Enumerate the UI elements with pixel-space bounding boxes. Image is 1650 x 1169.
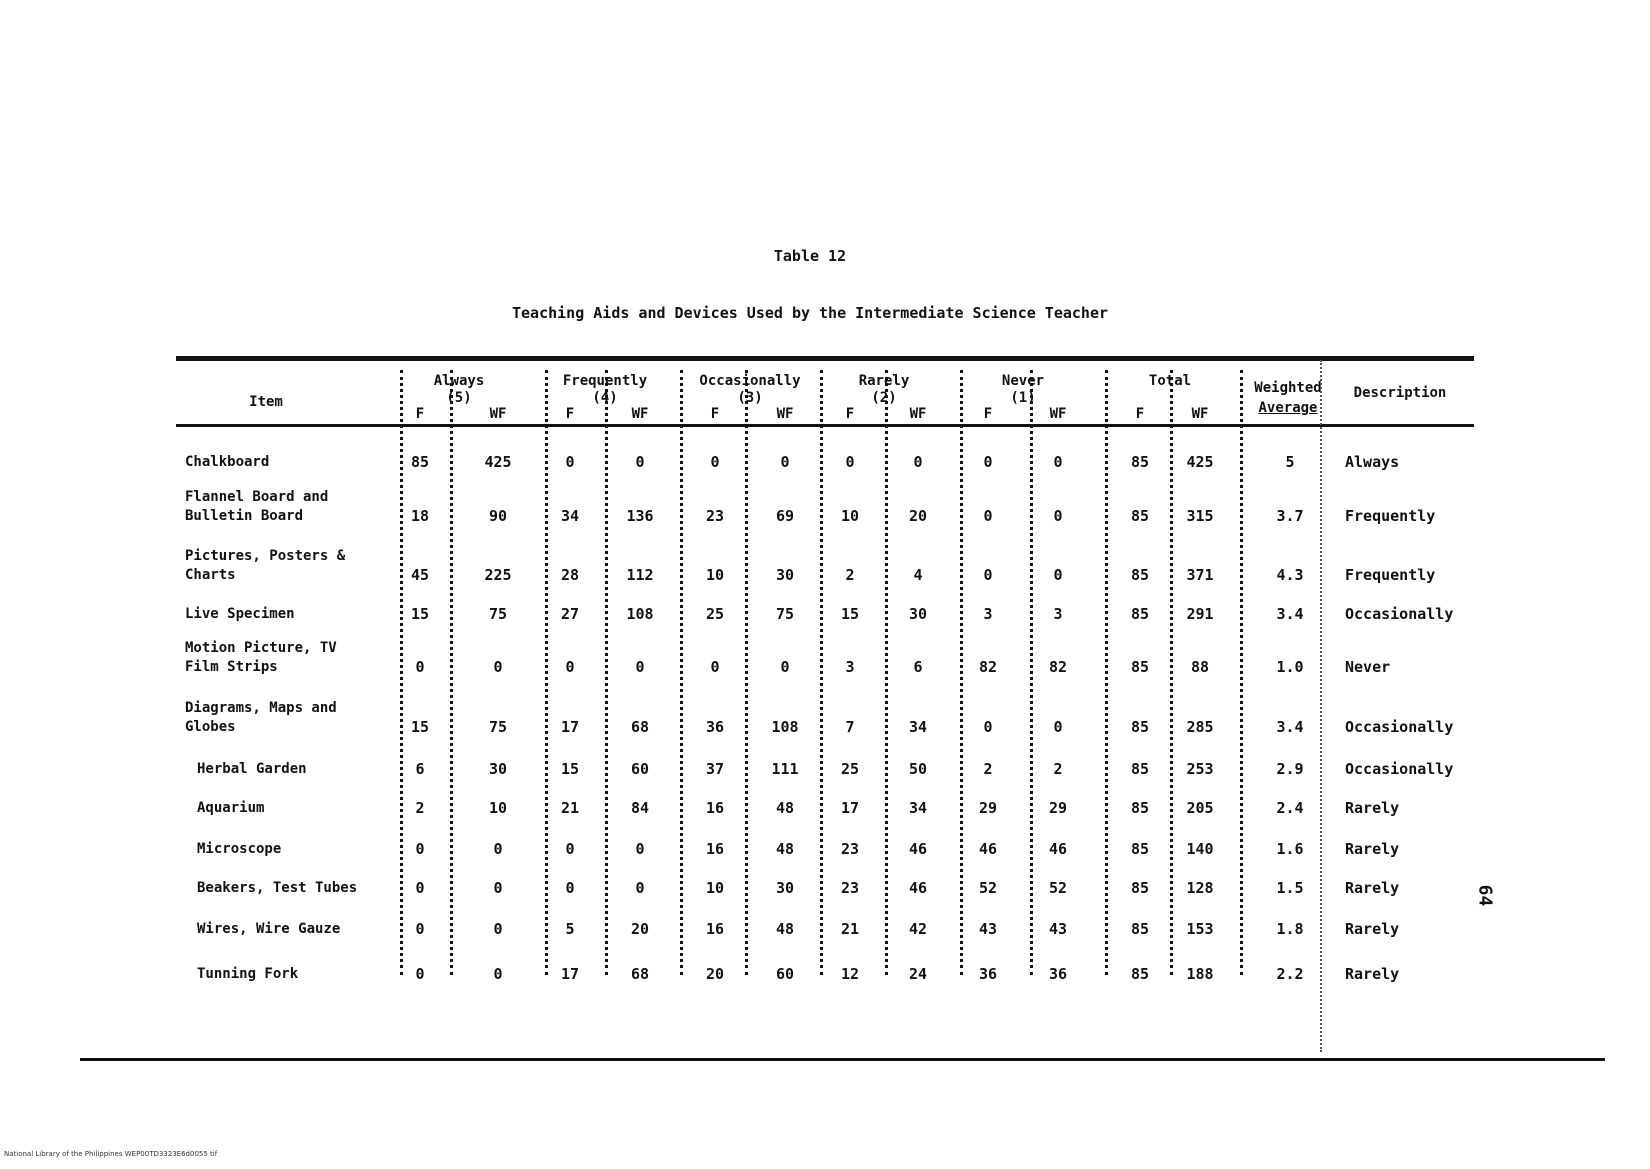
table-cell: 315: [1186, 507, 1214, 525]
table-cell: 0: [493, 920, 503, 938]
table-cell: 34: [908, 799, 928, 817]
table-cell: 52: [978, 879, 998, 897]
table-cell: 15: [560, 760, 580, 778]
table-cell: 85: [1130, 799, 1150, 817]
table-cell: 68: [630, 965, 650, 983]
table-cell: 2: [845, 566, 855, 584]
table-cell: 10: [840, 507, 860, 525]
column-divider: [450, 370, 453, 975]
table-cell: 68: [630, 718, 650, 736]
table-cell: 253: [1186, 760, 1214, 778]
column-header-wf: WF: [1191, 406, 1209, 422]
table-cell: 17: [560, 718, 580, 736]
table-cell: 28: [560, 566, 580, 584]
table-cell: 16: [705, 920, 725, 938]
table-cell: 0: [565, 879, 575, 897]
table-cell: 85: [1130, 840, 1150, 858]
table-cell: 30: [775, 879, 795, 897]
column-header-weighted: Weighted: [1254, 380, 1322, 396]
column-divider: [745, 370, 748, 975]
header-rule: [176, 424, 1474, 427]
table-cell: 46: [978, 840, 998, 858]
table-cell: 0: [845, 453, 855, 471]
table-cell: 16: [705, 840, 725, 858]
table-cell: 108: [771, 718, 799, 736]
table-cell: 128: [1186, 879, 1214, 897]
column-divider: [1105, 370, 1108, 975]
table-cell: 30: [775, 566, 795, 584]
table-cell: 50: [908, 760, 928, 778]
table-cell: 85: [1130, 965, 1150, 983]
weighted-average-cell: 3.4: [1276, 718, 1304, 736]
table-cell: 0: [780, 453, 790, 471]
row-item-label: Bulletin Board: [185, 508, 304, 524]
description-cell: Frequently: [1345, 507, 1436, 525]
weighted-average-cell: 3.7: [1276, 507, 1304, 525]
table-cell: 0: [1053, 453, 1063, 471]
weighted-average-cell: 3.4: [1276, 605, 1304, 623]
description-cell: Always: [1345, 453, 1400, 471]
description-cell: Frequently: [1345, 566, 1436, 584]
column-divider: [1240, 370, 1243, 975]
column-header-scale: (4): [592, 390, 618, 406]
table-cell: 0: [493, 965, 503, 983]
row-item-label: Charts: [185, 567, 236, 583]
table-cell: 88: [1190, 658, 1210, 676]
table-cell: 4: [913, 566, 923, 584]
table-cell: 0: [565, 658, 575, 676]
description-cell: Rarely: [1345, 799, 1400, 817]
table-cell: 188: [1186, 965, 1214, 983]
row-item-label: Flannel Board and: [185, 489, 329, 505]
table-cell: 3: [983, 605, 993, 623]
table-cell: 45: [410, 566, 430, 584]
column-divider: [680, 370, 683, 975]
table-cell: 425: [484, 453, 512, 471]
table-cell: 0: [635, 879, 645, 897]
table-cell: 0: [493, 840, 503, 858]
weighted-average-cell: 1.6: [1276, 840, 1304, 858]
table-cell: 43: [1048, 920, 1068, 938]
table-cell: 18: [410, 507, 430, 525]
table-cell: 425: [1186, 453, 1214, 471]
table-cell: 21: [560, 799, 580, 817]
column-header-scale: (3): [737, 390, 763, 406]
table-cell: 0: [635, 658, 645, 676]
description-cell: Rarely: [1345, 840, 1400, 858]
table-cell: 46: [908, 879, 928, 897]
row-item-label: Beakers, Test Tubes: [197, 880, 358, 896]
table-cell: 2: [983, 760, 993, 778]
description-cell: Occasionally: [1345, 605, 1454, 623]
table-cell: 37: [705, 760, 725, 778]
table-cell: 12: [840, 965, 860, 983]
table-cell: 7: [845, 718, 855, 736]
column-header-f: F: [845, 406, 855, 422]
table-cell: 36: [705, 718, 725, 736]
table-title: Teaching Aids and Devices Used by the Intermediate Science Teacher: [511, 304, 1109, 322]
table-cell: 3: [845, 658, 855, 676]
table-cell: 0: [983, 718, 993, 736]
table-cell: 2: [1053, 760, 1063, 778]
table-cell: 0: [415, 879, 425, 897]
table-cell: 75: [775, 605, 795, 623]
table-cell: 46: [908, 840, 928, 858]
column-divider: [605, 370, 608, 975]
column-header-f: F: [983, 406, 993, 422]
weighted-average-cell: 4.3: [1276, 566, 1304, 584]
column-header-wf: WF: [909, 406, 927, 422]
table-cell: 75: [488, 718, 508, 736]
table-cell: 85: [1130, 507, 1150, 525]
row-item-label: Herbal Garden: [197, 761, 307, 777]
table-cell: 30: [908, 605, 928, 623]
column-header-group: Occasionally: [699, 373, 801, 389]
table-cell: 0: [493, 658, 503, 676]
table-cell: 0: [565, 453, 575, 471]
table-cell: 285: [1186, 718, 1214, 736]
table-cell: 6: [415, 760, 425, 778]
table-cell: 3: [1053, 605, 1063, 623]
table-cell: 10: [705, 566, 725, 584]
column-header-group: Total: [1148, 373, 1192, 389]
table-cell: 29: [1048, 799, 1068, 817]
table-cell: 29: [978, 799, 998, 817]
table-cell: 52: [1048, 879, 1068, 897]
table-cell: 291: [1186, 605, 1214, 623]
column-divider: [1170, 370, 1173, 975]
table-cell: 69: [775, 507, 795, 525]
column-header-f: F: [565, 406, 575, 422]
column-header-wf: WF: [776, 406, 794, 422]
description-cell: Rarely: [1345, 879, 1400, 897]
column-header-item: Item: [249, 394, 283, 410]
table-cell: 0: [983, 566, 993, 584]
column-divider: [960, 370, 963, 975]
weighted-average-cell: 2.4: [1276, 799, 1304, 817]
table-cell: 85: [1130, 920, 1150, 938]
table-cell: 82: [978, 658, 998, 676]
column-header-group: Rarely: [858, 373, 910, 389]
table-cell: 111: [771, 760, 799, 778]
table-cell: 0: [635, 840, 645, 858]
weighted-average-cell: 2.2: [1276, 965, 1304, 983]
row-item-label: Live Specimen: [185, 606, 295, 622]
table-cell: 0: [1053, 566, 1063, 584]
column-header-group: Always: [433, 373, 485, 389]
description-cell: Occasionally: [1345, 718, 1454, 736]
description-cell: Rarely: [1345, 965, 1400, 983]
table-cell: 48: [775, 840, 795, 858]
table-cell: 0: [415, 920, 425, 938]
table-cell: 0: [780, 658, 790, 676]
column-header-f: F: [1135, 406, 1145, 422]
table-cell: 205: [1186, 799, 1214, 817]
top-rule: [176, 356, 1474, 361]
table-cell: 36: [978, 965, 998, 983]
table-cell: 2: [415, 799, 425, 817]
row-item-label: Chalkboard: [185, 454, 270, 470]
table-cell: 0: [635, 453, 645, 471]
table-cell: 85: [1130, 453, 1150, 471]
column-header-wf: WF: [489, 406, 507, 422]
table-cell: 82: [1048, 658, 1068, 676]
column-header-group: Never: [1001, 373, 1045, 389]
row-item-label: Film Strips: [185, 659, 278, 675]
table-cell: 15: [410, 605, 430, 623]
table-label: Table 12: [773, 247, 847, 265]
table-cell: 0: [565, 840, 575, 858]
weighted-average-cell: 1.5: [1276, 879, 1304, 897]
table-cell: 20: [908, 507, 928, 525]
table-cell: 85: [1130, 879, 1150, 897]
table-cell: 42: [908, 920, 928, 938]
column-header-wf: WF: [631, 406, 649, 422]
column-header-average: Average: [1258, 400, 1318, 416]
column-divider: [885, 370, 888, 975]
column-header-scale: (5): [446, 390, 472, 406]
table-cell: 153: [1186, 920, 1214, 938]
table-cell: 0: [415, 658, 425, 676]
table-cell: 0: [983, 507, 993, 525]
page-number: 64: [1474, 884, 1496, 907]
table-cell: 27: [560, 605, 580, 623]
table-cell: 20: [630, 920, 650, 938]
row-item-label: Microscope: [197, 841, 282, 857]
row-item-label: Tunning Fork: [197, 966, 299, 982]
table-cell: 85: [410, 453, 430, 471]
weighted-average-cell: 1.8: [1276, 920, 1304, 938]
table-cell: 85: [1130, 605, 1150, 623]
table-cell: 140: [1186, 840, 1214, 858]
row-item-label: Motion Picture, TV: [185, 640, 337, 656]
table-cell: 85: [1130, 760, 1150, 778]
table-cell: 136: [626, 507, 654, 525]
table-cell: 10: [488, 799, 508, 817]
table-cell: 15: [840, 605, 860, 623]
row-item-label: Globes: [185, 719, 236, 735]
table-cell: 85: [1130, 718, 1150, 736]
table-cell: 20: [705, 965, 725, 983]
table-cell: 75: [488, 605, 508, 623]
table-cell: 6: [913, 658, 923, 676]
description-cell: Occasionally: [1345, 760, 1454, 778]
table-cell: 17: [560, 965, 580, 983]
table-cell: 108: [626, 605, 654, 623]
table-cell: 25: [840, 760, 860, 778]
table-cell: 17: [840, 799, 860, 817]
table-cell: 0: [710, 658, 720, 676]
table-cell: 10: [705, 879, 725, 897]
table-cell: 112: [626, 566, 654, 584]
column-header-wf: WF: [1049, 406, 1067, 422]
table-cell: 23: [840, 879, 860, 897]
table-cell: 90: [488, 507, 508, 525]
column-header-description: Description: [1353, 385, 1447, 401]
bottom-rule: [80, 1058, 1605, 1061]
table-cell: 48: [775, 920, 795, 938]
table-cell: 48: [775, 799, 795, 817]
column-header-scale: (1): [1010, 390, 1036, 406]
table-cell: 371: [1186, 566, 1214, 584]
table-cell: 15: [410, 718, 430, 736]
table-cell: 21: [840, 920, 860, 938]
table-cell: 5: [565, 920, 575, 938]
table-cell: 0: [913, 453, 923, 471]
column-header-f: F: [710, 406, 720, 422]
column-header-group: Frequently: [562, 373, 648, 389]
table-cell: 16: [705, 799, 725, 817]
table-cell: 0: [493, 879, 503, 897]
table-cell: 60: [775, 965, 795, 983]
table-cell: 25: [705, 605, 725, 623]
scan-footer: National Library of the Philippines WEP00TD3323E6d0055 tif: [4, 1150, 218, 1158]
weighted-average-cell: 1.0: [1276, 658, 1304, 676]
column-divider: [1030, 370, 1033, 975]
table-cell: 24: [908, 965, 928, 983]
table-cell: 0: [1053, 507, 1063, 525]
description-cell: Rarely: [1345, 920, 1400, 938]
table-cell: 225: [484, 566, 512, 584]
row-item-label: Aquarium: [197, 800, 265, 816]
table-cell: 0: [415, 840, 425, 858]
table-cell: 85: [1130, 566, 1150, 584]
table-cell: 46: [1048, 840, 1068, 858]
weighted-average-cell: 2.9: [1276, 760, 1304, 778]
description-cell: Never: [1345, 658, 1391, 676]
table-cell: 85: [1130, 658, 1150, 676]
table-cell: 34: [908, 718, 928, 736]
column-divider: [820, 370, 823, 975]
scan-edge: [1320, 360, 1324, 1052]
table-cell: 0: [710, 453, 720, 471]
column-header-scale: (2): [871, 390, 897, 406]
weighted-average-cell: 5: [1285, 453, 1295, 471]
row-item-label: Wires, Wire Gauze: [197, 921, 341, 937]
table-cell: 30: [488, 760, 508, 778]
table-cell: 23: [840, 840, 860, 858]
table-cell: 34: [560, 507, 580, 525]
row-item-label: Diagrams, Maps and: [185, 700, 337, 716]
table-cell: 0: [415, 965, 425, 983]
table-cell: 0: [1053, 718, 1063, 736]
row-item-label: Pictures, Posters &: [185, 548, 346, 564]
column-header-f: F: [415, 406, 425, 422]
table-cell: 60: [630, 760, 650, 778]
table-cell: 23: [705, 507, 725, 525]
table-cell: 84: [630, 799, 650, 817]
table-cell: 36: [1048, 965, 1068, 983]
table-cell: 43: [978, 920, 998, 938]
table-cell: 0: [983, 453, 993, 471]
